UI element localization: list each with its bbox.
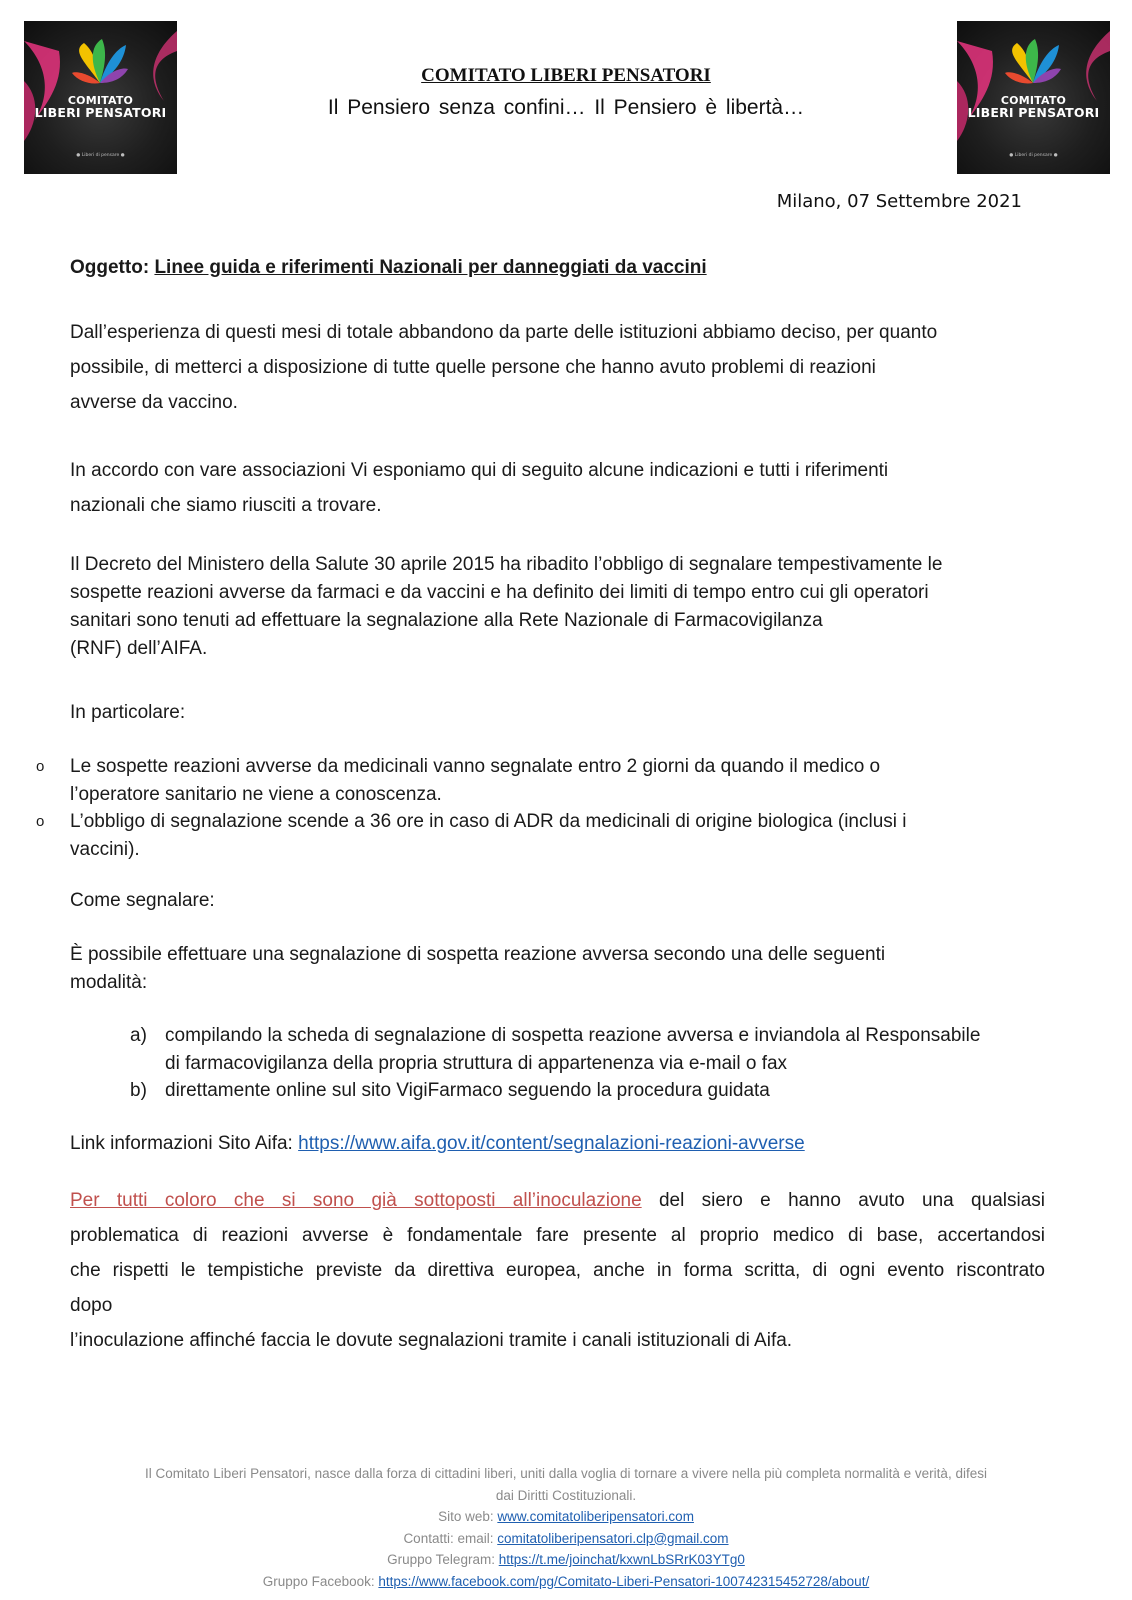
text-line: (RNF) dell’AIFA.	[70, 638, 208, 659]
paragraph-modalita	[70, 941, 1045, 997]
text-line: l’inoculazione affinché faccia le dovute segnalazioni tramite i canali istituzionali di Aifa.	[70, 1330, 793, 1351]
text-line: Dall’esperienza di questi mesi di totale abbandono da parte delle istituzioni abbiamo deciso, per quanto	[70, 322, 938, 343]
list-text-a	[165, 1022, 1045, 1078]
subject-line	[70, 257, 1045, 279]
footer-intro-line: Il Comitato Liberi Pensatori, nasce dalla forza di cittadini liberi, uniti dalla voglia di tornare a vivere nella più completa normalità e verità, difesi	[145, 1466, 987, 1481]
logo-line2: LIBERI PENSATORI	[967, 105, 1100, 120]
subject-text: Linee guida e riferimenti Nazionali per danneggiati da vaccini	[154, 257, 707, 278]
paragraph-decree	[70, 551, 1045, 663]
list-letter-b: b)	[130, 1080, 147, 1101]
bullet-circle-icon: o	[36, 758, 45, 775]
logo-tagline: ● Liberi di pensare ●	[1009, 153, 1058, 158]
text-line: sospette reazioni avverse da farmaci e da vaccini e ha definito dei limiti di tempo entro cui gli operatori	[70, 582, 929, 603]
logo-tagline: ● Liberi di pensare ●	[76, 153, 125, 158]
footer-website	[40, 1506, 1092, 1528]
paragraph-final	[70, 1183, 1045, 1358]
list-item-b	[70, 1077, 1045, 1107]
paragraph-intro	[70, 315, 1045, 420]
text-line: compilando la scheda di segnalazione di sospetta reazione avversa e inviandola al Responsabile	[165, 1025, 981, 1046]
bullet-item-2	[36, 808, 1045, 864]
text-line: In accordo con vare associazioni Vi esponiamo qui di seguito alcune indicazioni e tutti i riferimenti	[70, 460, 889, 481]
text-line: L’obbligo di segnalazione scende a 36 ore in caso di ADR da medicinali di origine biologica (inclusi i	[70, 811, 907, 832]
footer-website-link[interactable]: www.comitatoliberipensatori.com	[497, 1509, 694, 1524]
bullet-circle-icon: o	[36, 813, 45, 830]
org-motto: Il Pensiero senza confini… Il Pensiero è libertà…	[327, 96, 805, 119]
footer-email-label: Contatti: email:	[403, 1530, 494, 1546]
footer-facebook-label: Gruppo Facebook:	[262, 1573, 375, 1589]
list-text-b: direttamente online sul sito VigiFarmaco seguendo la procedura guidata	[165, 1080, 770, 1101]
bullet-item-1	[36, 753, 1045, 809]
text-line: sanitari sono tenuti ad effettuare la segnalazione alla Rete Nazionale di Farmacovigilanza	[70, 610, 823, 631]
text-line	[70, 1183, 1045, 1218]
in-particolare: In particolare:	[70, 702, 186, 723]
text-line: dopo	[70, 1295, 113, 1316]
org-name: COMITATO LIBERI PENSATORI	[421, 65, 711, 86]
aifa-link[interactable]: https://www.aifa.gov.it/content/segnalazioni-reazioni-avverse	[298, 1133, 805, 1154]
text-line: È possibile effettuare una segnalazione di sospetta reazione avversa secondo una delle seguenti	[70, 944, 886, 965]
text-line: che rispetti le tempistiche previste da direttiva europea, anche in forma scritta, di ogni evento riscontrato	[70, 1260, 1045, 1281]
text-line: avverse da vaccino.	[70, 392, 238, 413]
footer	[40, 1463, 1092, 1592]
text-line: possibile, di metterci a disposizione di tutte quelle persone che hanno avuto problemi di reazioni	[70, 357, 876, 378]
logo-line1: COMITATO	[1000, 94, 1067, 107]
footer-telegram-label: Gruppo Telegram:	[387, 1552, 495, 1567]
logo-line2: LIBERI PENSATORI	[34, 105, 167, 120]
list-letter-a: a)	[130, 1025, 147, 1046]
paragraph-associations	[70, 453, 1045, 523]
text-line: Il Decreto del Ministero della Salute 30 aprile 2015 ha ribadito l’obbligo di segnalare tempestivamente le	[70, 554, 943, 575]
list-item-a	[70, 1022, 1045, 1082]
text-line: modalità:	[70, 972, 148, 993]
footer-email	[40, 1528, 1092, 1550]
footer-telegram	[40, 1549, 1092, 1571]
text-line: nazionali che siamo riusciti a trovare.	[70, 495, 382, 516]
subject-label: Oggetto:	[70, 257, 150, 278]
come-segnalare: Come segnalare:	[70, 890, 215, 911]
text-line: problematica di reazioni avverse è fondamentale fare presente al proprio medico di base, accertandosi	[70, 1225, 1045, 1246]
footer-facebook	[40, 1571, 1092, 1593]
aifa-link-label: Link informazioni Sito Aifa:	[70, 1133, 293, 1154]
logo-line1: COMITATO	[67, 94, 134, 107]
letter-date: Milano, 07 Settembre 2021	[776, 191, 1022, 212]
footer-intro-line: dai Diritti Costituzionali.	[495, 1487, 637, 1503]
text-line: l’operatore sanitario ne viene a conoscenza.	[70, 784, 442, 805]
text-line: vaccini).	[70, 839, 140, 860]
text-line: di farmacovigilanza della propria struttura di appartenenza via e-mail o fax	[165, 1053, 788, 1074]
footer-email-link[interactable]: comitatoliberipensatori.clp@gmail.com	[497, 1530, 729, 1546]
text-line-rest: del siero e hanno avuto una qualsiasi	[658, 1190, 1045, 1211]
text-line: Le sospette reazioni avverse da medicinali vanno segnalate entro 2 giorni da quando il medico o	[70, 756, 881, 777]
footer-website-label: Sito web:	[438, 1509, 494, 1524]
footer-telegram-link[interactable]: https://t.me/joinchat/kxwnLbSRrK03YTg0	[498, 1552, 745, 1567]
footer-facebook-link[interactable]: https://www.facebook.com/pg/Comitato-Liberi-Pensatori-100742315452728/about/	[378, 1573, 870, 1589]
aifa-link-line	[70, 1130, 1045, 1158]
highlighted-text: Per tutti coloro che si sono già sottoposti all’inoculazione	[70, 1190, 642, 1211]
